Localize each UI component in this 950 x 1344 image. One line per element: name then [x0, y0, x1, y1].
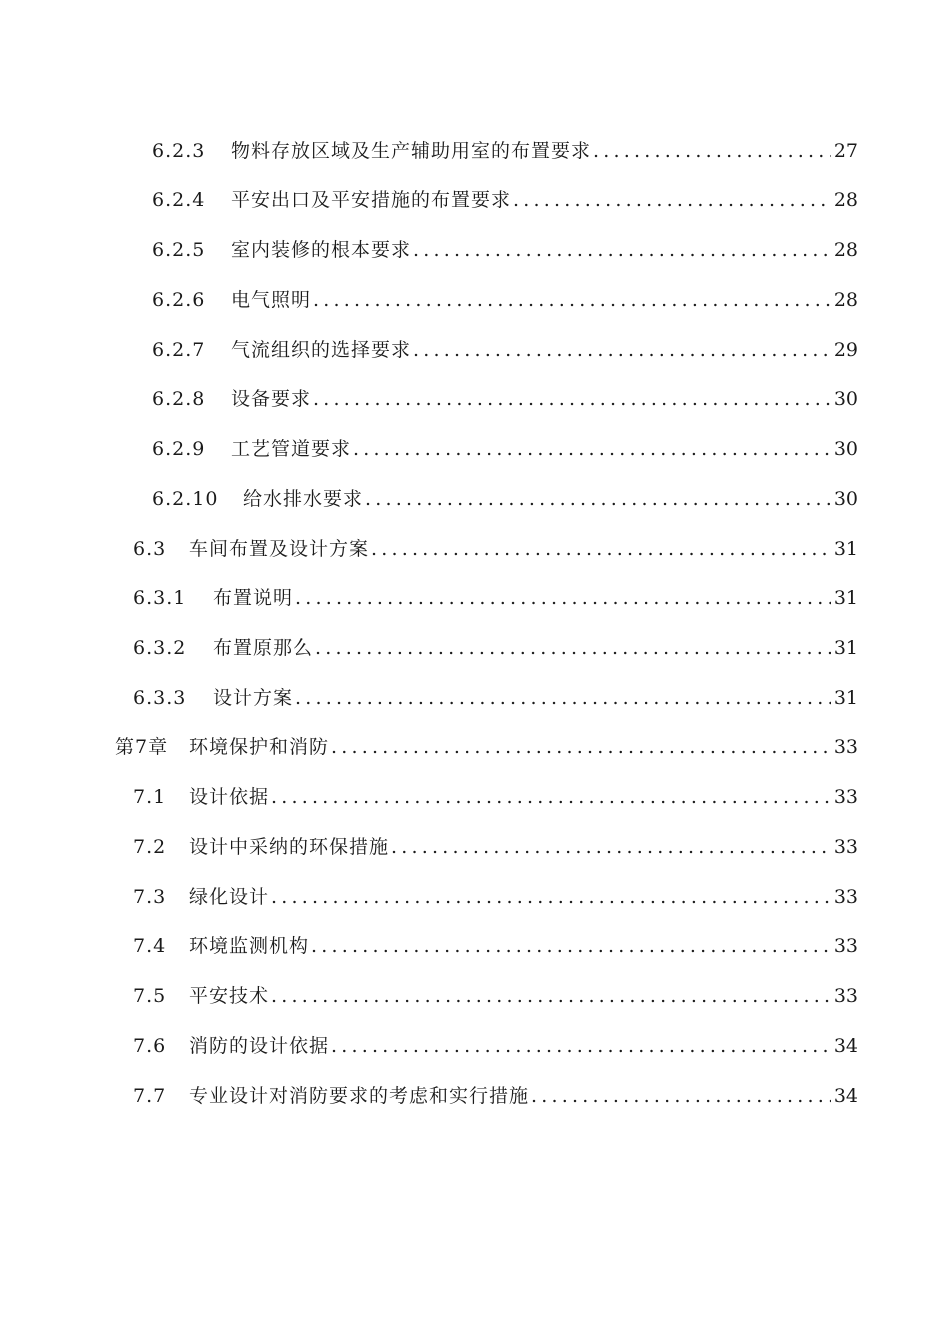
toc-entry-number: 6.2.3 [152, 140, 206, 162]
toc-entry-6-3-3[interactable] [133, 683, 858, 713]
toc-entry-number: 7.5 [133, 985, 167, 1007]
toc-dot-leader [271, 882, 831, 912]
toc-dot-leader [315, 633, 831, 663]
toc-entry-page: 30 [833, 488, 858, 510]
toc-entry-7-2[interactable] [133, 832, 858, 862]
toc-entry-page: 33 [833, 935, 858, 957]
toc-entry-title: 环境保护和消防 [189, 736, 330, 758]
toc-entry-chapter-7[interactable] [115, 732, 858, 762]
toc-entry-number: 6.3.2 [133, 637, 187, 659]
toc-dot-leader [295, 583, 831, 613]
toc-entry-7-6[interactable] [133, 1031, 858, 1061]
toc-dot-leader [271, 981, 831, 1011]
toc-entry-page: 33 [833, 886, 858, 908]
toc-entry-title: 布置说明 [213, 587, 294, 609]
toc-entry-6-3-2[interactable] [133, 633, 858, 663]
toc-dot-leader [391, 832, 831, 862]
toc-entry-number: 6.2.9 [152, 438, 206, 460]
toc-entry-6-2-6[interactable] [152, 285, 858, 315]
toc-entry-title: 设计中采纳的环保措施 [189, 836, 390, 858]
toc-entry-number: 7.3 [133, 886, 167, 908]
toc-entry-page: 27 [833, 140, 858, 162]
toc-entry-6-3-1[interactable] [133, 583, 858, 613]
toc-entry-page: 31 [833, 687, 858, 709]
toc-entry-7-1[interactable] [133, 782, 858, 812]
toc-dot-leader [313, 285, 831, 315]
toc-entry-page: 29 [833, 339, 858, 361]
toc-entry-page: 34 [833, 1085, 858, 1107]
toc-dot-leader [531, 1081, 831, 1111]
toc-entry-page: 33 [833, 736, 858, 758]
toc-entry-6-2-5[interactable] [152, 235, 858, 265]
toc-entry-number: 7.1 [133, 786, 167, 808]
toc-entry-7-4[interactable] [133, 931, 858, 961]
toc-entry-number: 6.3 [133, 538, 167, 560]
toc-entry-6-2-7[interactable] [152, 335, 858, 365]
toc-entry-number: 6.3.1 [133, 587, 187, 609]
toc-entry-page: 33 [833, 836, 858, 858]
toc-entry-6-3[interactable] [133, 534, 858, 564]
toc-entry-title: 设计方案 [213, 687, 294, 709]
toc-entry-7-7[interactable] [133, 1081, 858, 1111]
toc-entry-number: 第7章 [115, 736, 169, 758]
toc-entry-page: 28 [833, 239, 858, 261]
toc-entry-page: 31 [833, 538, 858, 560]
toc-dot-leader [313, 384, 831, 414]
toc-entry-page: 33 [833, 786, 858, 808]
toc-entry-page: 28 [833, 289, 858, 311]
toc-entry-number: 6.2.7 [152, 339, 206, 361]
toc-entry-title: 消防的设计依据 [189, 1035, 330, 1057]
toc-entry-6-2-8[interactable] [152, 384, 858, 414]
toc-entry-title: 工艺管道要求 [231, 438, 352, 460]
toc-dot-leader [311, 931, 831, 961]
toc-entry-page: 34 [833, 1035, 858, 1057]
toc-dot-leader [413, 335, 831, 365]
toc-dot-leader [593, 136, 831, 166]
toc-dot-leader [331, 1031, 831, 1061]
toc-entry-title: 设计依据 [189, 786, 270, 808]
toc-entry-6-2-9[interactable] [152, 434, 858, 464]
toc-entry-page: 30 [833, 388, 858, 410]
toc-dot-leader [295, 683, 831, 713]
toc-entry-number: 7.7 [133, 1085, 167, 1107]
toc-entry-number: 6.2.8 [152, 388, 206, 410]
toc-dot-leader [413, 235, 831, 265]
toc-entry-title: 平安技术 [189, 985, 270, 1007]
toc-entry-number: 7.4 [133, 935, 167, 957]
toc-entry-title: 室内装修的根本要求 [231, 239, 412, 261]
toc-dot-leader [331, 732, 831, 762]
toc-entry-title: 专业设计对消防要求的考虑和实行措施 [189, 1085, 530, 1107]
toc-entry-title: 环境监测机构 [189, 935, 310, 957]
toc-entry-title: 电气照明 [231, 289, 312, 311]
toc-entry-title: 布置原那么 [213, 637, 314, 659]
toc-entry-7-5[interactable] [133, 981, 858, 1011]
toc-entry-title: 气流组织的选择要求 [231, 339, 412, 361]
toc-entry-6-2-4[interactable] [152, 185, 858, 215]
toc-entry-number: 7.6 [133, 1035, 167, 1057]
toc-entry-page: 31 [833, 637, 858, 659]
toc-dot-leader [353, 434, 831, 464]
toc-dot-leader [371, 534, 831, 564]
toc-entry-title: 车间布置及设计方案 [189, 538, 370, 560]
toc-entry-title: 物料存放区域及生产辅助用室的布置要求 [231, 140, 592, 162]
toc-dot-leader [365, 484, 831, 514]
toc-entry-page: 31 [833, 587, 858, 609]
toc-entry-6-2-10[interactable] [152, 484, 858, 514]
toc-dot-leader [271, 782, 831, 812]
toc-entry-number: 6.2.5 [152, 239, 206, 261]
toc-entry-7-3[interactable] [133, 882, 858, 912]
toc-entry-page: 28 [833, 189, 858, 211]
toc-entry-number: 6.2.10 [152, 488, 219, 510]
toc-entry-number: 6.2.6 [152, 289, 206, 311]
toc-entry-number: 7.2 [133, 836, 167, 858]
toc-entry-page: 30 [833, 438, 858, 460]
toc-entry-title: 设备要求 [231, 388, 312, 410]
toc-entry-number: 6.3.3 [133, 687, 187, 709]
toc-entry-page: 33 [833, 985, 858, 1007]
toc-dot-leader [513, 185, 831, 215]
toc-entry-title: 给水排水要求 [243, 488, 364, 510]
toc-entry-6-2-3[interactable] [152, 136, 858, 166]
toc-entry-title: 平安出口及平安措施的布置要求 [231, 189, 512, 211]
toc-entry-title: 绿化设计 [189, 886, 270, 908]
toc-entry-number: 6.2.4 [152, 189, 206, 211]
